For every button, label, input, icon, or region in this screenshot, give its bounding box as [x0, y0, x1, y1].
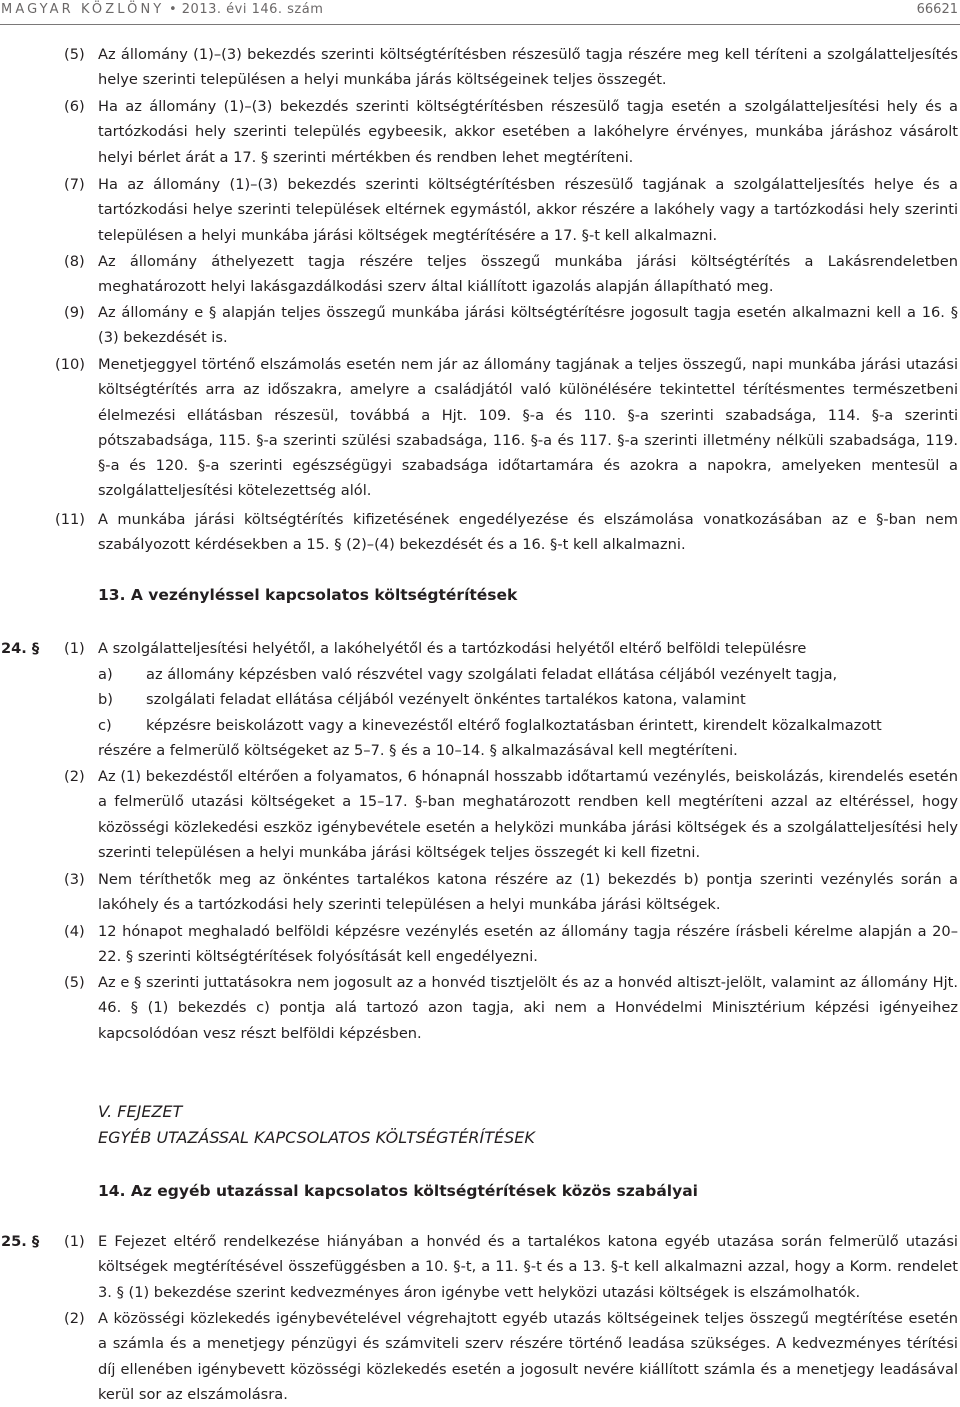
paragraph-number: (10) — [55, 356, 85, 373]
section-subtitle: 13. A vezényléssel kapcsolatos költségtérítések — [98, 586, 518, 604]
paragraph-number: (2) — [64, 1310, 85, 1327]
chapter-title: EGYÉB UTAZÁSSAL KAPCSOLATOS KÖLTSÉGTÉRÍTÉSEK — [98, 1128, 535, 1147]
paragraph-text: A szolgálatteljesítési helyétől, a lakóhelyétől és a tartózkodási helyétől eltérő belföldi településre — [98, 640, 807, 657]
section-number: 25. § — [1, 1233, 40, 1250]
section-subtitle: 14. Az egyéb utazással kapcsolatos költségtérítések közös szabályai — [98, 1182, 698, 1200]
journal-name: MAGYAR KÖZLÖNY — [1, 2, 165, 17]
paragraph-text: Az (1) bekezdéstől eltérően a folyamatos, 6 hónapnál hosszabb időtartamú vezénylés, beiskolázás, kirendelés esetén a felmerülő utazási költségeket a 15–17. §-ban meghatározott rendben kell megtéríteni azzal az eltéréssel, hogy közösségi közlekedési eszköz igénybevétele esetén a helyközi munkába járási költségek és a szolgálatteljesítési hely szerinti településen a helyi munkába járási költségek teljes összegét ki kell fizetni. — [98, 768, 958, 861]
paragraph-text: Nem téríthetők meg az önkéntes tartalékos katona részére az (1) bekezdés b) pontja szerinti vezénylés során a lakóhely és a tartózkodási hely szerinti településen a helyi munkába járási költségek. — [98, 871, 958, 914]
paragraph-text: A munkába járási költségtérítés kifizetésének engedélyezése és elszámolása vonatkozásában az e §-ban nem szabályozott kérdésekben a 15. § (2)–(4) bekezdését és a 16. §-t kell alkalmazni. — [98, 511, 958, 554]
paragraph-text: Az állomány e § alapján teljes összegű munkába járási költségtérítésre jogosult tagja esetén alkalmazni kell a 16. § (3) bekezdését is. — [98, 304, 958, 347]
paragraph-text: Az e § szerinti juttatásokra nem jogosult az a honvéd tisztjelölt és az a honvéd altiszt-jelölt, valamint az állomány Hjt. 46. § (1) bekezdés c) pontja alá tartozó azon tagja, aki nem a Honvédelmi Minisztérium képzési igényeihez kapcsolódóan vesz részt belföldi képzésben. — [98, 974, 958, 1042]
paragraph-number: (3) — [64, 871, 85, 888]
paragraph-text: Az állomány áthelyezett tagja részére teljes összegű munkába járási költségtérítés a Lakásrendeletben meghatározott helyi lakásgazdálkodási szerv által kiállított igazolás alapján állapítható meg. — [98, 253, 958, 296]
paragraph-number: (9) — [64, 304, 85, 321]
list-item-text: az állomány képzésben való részvétel vagy szolgálati feladat ellátása céljából vezényelt tagja, — [146, 666, 838, 683]
paragraph-text: Ha az állomány (1)–(3) bekezdés szerinti költségtérítésben részesülő tagjának a szolgálatteljesítés helye és a tartózkodási helye szerinti települések eltérnek egymástól, akkor részére a lakóhely vagy a tartózkodási hely szerinti településen a helyi munkába járási költségek megtérítésére a 17. §-t kell alkalmazni. — [98, 176, 958, 244]
list-item-letter: b) — [98, 691, 113, 708]
paragraph-number: (8) — [64, 253, 85, 270]
paragraph-text: Ha az állomány (1)–(3) bekezdés szerinti költségtérítésben részesülő tagja esetén a szolgálatteljesítési hely és a tartózkodási hely szerinti település egybeesik, akkor esetében a lakóhelyre érvényes, munkába járáshoz vásárolt helyi bérlet árát a 17. § szerinti mértékben és rendben lehet megtéríteni. — [98, 98, 958, 166]
paragraph-number: (6) — [64, 98, 85, 115]
paragraph-number: (4) — [64, 923, 85, 940]
bullet-separator: • — [168, 2, 178, 17]
paragraph-text: Menetjeggyel történő elszámolás esetén nem jár az állomány tagjának a teljes összegű, napi munkába járási utazási költségtérítés arra az időszakra, amelyre a családjától való különélésére tekintettel térítésmentes természetbeni élelmezési ellátásban részesül, továbbá a Hjt. 109. §-a és 110. §-a szerinti szabadsága, 114. §-a szerinti pótszabadsága, 115. §-a szerinti szülési szabadsága, 116. §-a és 117. §-a szerinti illetmény nélküli szabadsága, 119. §-a és 120. §-a szerinti egészségügyi szabadsága időtartamára és azokra a napokra, amelyeken mentesül a szolgálatteljesítési kötelezettség alól. — [98, 356, 958, 500]
journal-header — [1, 2, 323, 17]
list-item-text: képzésre beiskolázott vagy a kinevezéstől eltérő foglalkoztatásban érintett, kirendelt közalkalmazott — [146, 717, 882, 734]
issue-label: 2013. évi 146. szám — [181, 2, 324, 17]
paragraph-text: E Fejezet eltérő rendelkezése hiányában a honvéd és a tartalékos katona egyéb utazása során felmerülő utazási költségek megtérítésével összefüggésben a 10. §-t, a 11. §-t és a 13. §-t kell alkalmazni azzal, hogy a Korm. rendelet 3. § (1) bekezdése szerint kedvezményes áron igénybe vett helyközi utazási költségek is elszámolhatók. — [98, 1233, 958, 1301]
paragraph-number: (5) — [64, 974, 85, 991]
paragraph-number: (1) — [64, 640, 85, 657]
section-number: 24. § — [1, 640, 40, 657]
list-item-letter: c) — [98, 717, 112, 734]
paragraph-number: (11) — [55, 511, 85, 528]
paragraph-text: részére a felmerülő költségeket az 5–7. § és a 10–14. § alkalmazásával kell megtéríteni. — [98, 742, 738, 759]
header-divider — [0, 24, 960, 25]
paragraph-number: (7) — [64, 176, 85, 193]
list-item-text: szolgálati feladat ellátása céljából vezényelt önkéntes tartalékos katona, valamint — [146, 691, 746, 708]
paragraph-text: 12 hónapot meghaladó belföldi képzésre vezénylés esetén az állomány tagja részére írásbeli kérelme alapján a 20–22. § szerinti költségtérítések folyósítását kell engedélyezni. — [98, 923, 958, 966]
chapter-number: V. FEJEZET — [98, 1102, 183, 1121]
list-item-letter: a) — [98, 666, 113, 683]
paragraph-text: A közösségi közlekedés igénybevételével végrehajtott egyéb utazás költségeinek teljes összegű megtérítése esetén a számla és a menetjegy pénzügyi és számviteli szerv részére történő leadása szükséges. A kedvezményes térítési díj ellenében igénybevett közösségi közlekedés esetén a jogosult nevére kiállított számla és a menetjegy leadásával kerül sor az elszámolásra. — [98, 1310, 958, 1403]
page-header — [0, 0, 960, 26]
paragraph-number: (5) — [64, 46, 85, 63]
paragraph-text: Az állomány (1)–(3) bekezdés szerinti költségtérítésben részesülő tagja részére meg kell téríteni a szolgálatteljesítés helye szerinti településen a helyi munkába járás költségeinek teljes összegét. — [98, 46, 958, 89]
paragraph-number: (1) — [64, 1233, 85, 1250]
page-number: 66621 — [916, 2, 958, 17]
paragraph-number: (2) — [64, 768, 85, 785]
